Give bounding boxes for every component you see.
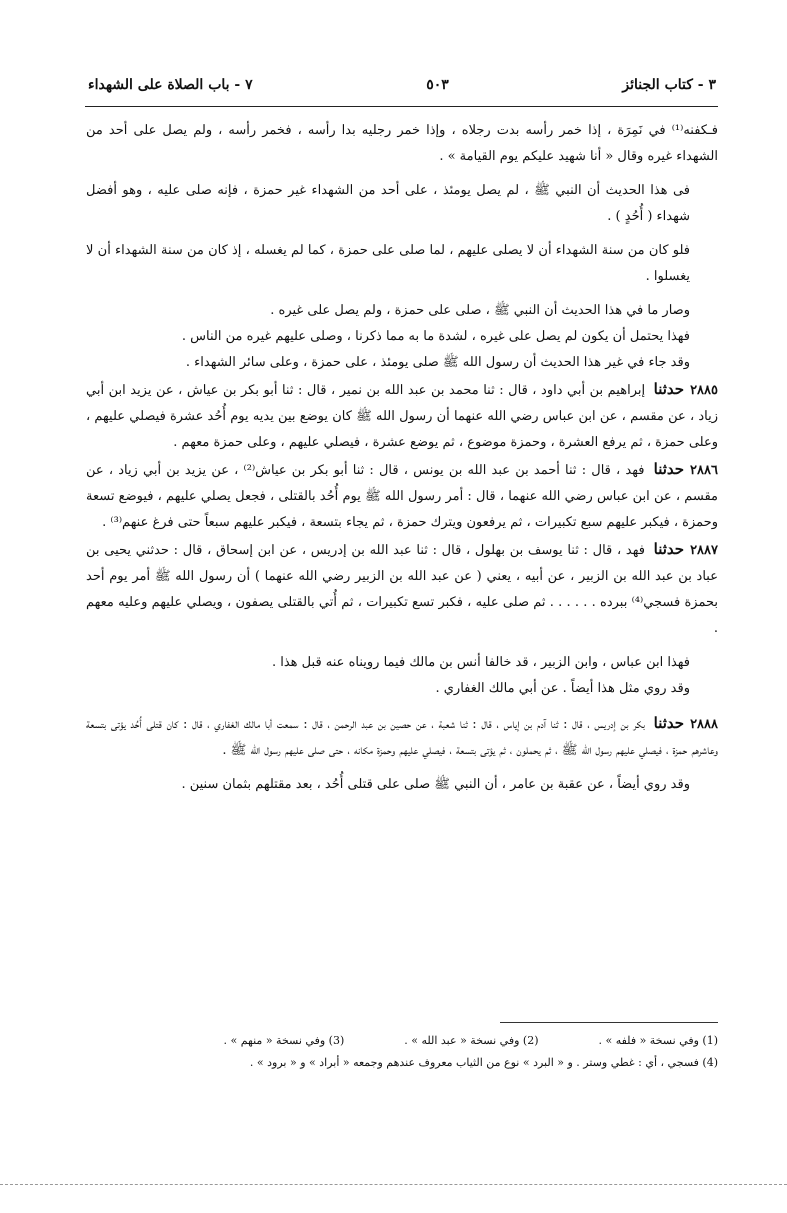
hadith-opener: حدثنا	[653, 460, 685, 478]
header-rule	[85, 106, 718, 107]
paragraph: فلو كان من سنة الشهداء أن لا يصلى عليهم ، لما صلى على حمزة ، كما لم يغسله ، إذ كان من سنة الشهداء أن لا يغسلوا .	[86, 243, 690, 284]
paragraph: وقد جاء في غير هذا الحديث أن رسول الله ﷺ صلى يومئذ ، على حمزة ، وعلى سائر الشهداء .	[185, 355, 690, 370]
footnote-2: (2) وفي نسخة « عبد الله » .	[404, 1034, 539, 1047]
hadith-text: إبراهيم بن أبي داود ، قال : ثنا محمد بن عبد الله بن نمير ، قال : ثنا أبو بكر بن عياش ، عن يزيد ابن أبي زياد ، عن مقسم ، عن ابن عباس رضي الله عنهما أن رسول الله ﷺ كان يوضع بين يديه يوم أُحُد عشرة فيصلي عليهم ، وعلى حمزة ، ثم يرفع العشرة ، وحمزة موضوع ، ثم يوضع عشرة ، فيصلي عليهم ، وعلى حمزة معهم .	[86, 383, 718, 450]
hadith-text: فهد ، قال : ثنا أحمد بن عبد الله بن يونس ، قال : ثنا أبو بكر بن عياش⁽²⁾ ، عن يزيد بن أبي زياد ، عن مقسم ، عن ابن عباس رضي الله عنهما ، قال : أمر رسول الله ﷺ يوم أُحُد بالقتلى ، فجعل يصلي عليهم ، فيوضع تسعة وحمزة ، فيكبر عليهم سبع تكبيرات ، ثم يرفعون ويترك حمزة ، ثم يجاء بتسعة ، فيكبر عليهم سبعاً حتى فرغ عنهم⁽³⁾ .	[86, 463, 718, 530]
paragraph: فى هذا الحديث أن النبي ﷺ ، لم يصل يومئذ ، على أحد من الشهداء غير حمزة ، فإنه صلى عليه ، وهو أفضل شهداء ( أُحُدٍ ) .	[86, 183, 690, 224]
hadith-number: ٢٨٨٥	[690, 383, 718, 398]
footnote-4: (4) فسجي ، أي : غطي وستر . و « البرد » نوع من الثياب معروف عندهم وجمعه « أبراد » و « برود » .	[249, 1056, 718, 1069]
footnote-rule	[500, 1022, 718, 1023]
paragraph: فـكفنه⁽¹⁾ في نَمِرَة ، إذا خمر رأسه بدت رجلاه ، وإذا خمر رجليه بدا رأسه ، فخمر رأسه ، ولم يصل على أحد من الشهداء غيره وقال « أنا شهيد عليكم يوم القيامة » .	[86, 123, 718, 164]
main-text	[86, 118, 718, 798]
hadith-2886	[86, 456, 718, 536]
header-book-title: ٣ - كتاب الجنائز	[622, 77, 716, 93]
hadith-2888	[86, 710, 718, 764]
paragraph: فهذا ابن عباس ، وابن الزبير ، قد خالفا أنس بن مالك فيما رويناه عنه قبل هذا .	[271, 655, 690, 670]
hadith-text: بكر بن إدريس ، قال : ثنا آدم بن إياس ، قال : ثنا شعبة ، عن حصين بن عبد الرحمن ، قال : سمعت أبا مالك الغفاري ، قال : كان قتلى أُحُد يؤتى بتسعة وعاشرهم حمزة ، فيصلي عليهم رسول الله ﷺ ، ثم يحملون ، ثم يؤتى بتسعة ، فيصلي عليهم وحمزة مكانه ، حتى صلى عليهم رسول الله ﷺ .	[86, 717, 718, 758]
hadith-2887	[86, 536, 718, 642]
hadith-opener: حدثنا	[653, 540, 685, 558]
hadith-number: ٢٨٨٧	[690, 543, 718, 558]
hadith-opener: حدثنا	[653, 380, 685, 398]
footnote-1: (1) وفي نسخة « فلفه » .	[598, 1034, 718, 1047]
hadith-text: فهد ، قال : ثنا يوسف بن بهلول ، قال : ثنا عبد الله بن إدريس ، عن ابن إسحاق ، قال : حدثني يحيى بن عباد بن عبد الله بن الزبير ، عن أبيه ، يعني ( عن عبد الله بن الزبير رضي الله عنهما ) أن رسول الله ﷺ أمر يوم أحد بحمزة فسجي⁽⁴⁾ ببرده . . . . . . ثم صلى عليه ، فكبر تسع تكبيرات ، ثم أُتي بالقتلى يصفون ، ويصلي عليهم وعليه معهم .	[86, 543, 719, 636]
paragraph: وقد روي مثل هذا أيضاً . عن أبي مالك الغفاري .	[435, 681, 690, 696]
hadith-opener: حدثنا	[653, 714, 685, 732]
paragraph: وصار ما في هذا الحديث أن النبي ﷺ ، صلى على حمزة ، ولم يصل على غيره .	[270, 303, 690, 318]
footnote-row	[120, 1030, 718, 1052]
running-header	[88, 74, 716, 96]
hadith-number: ٢٨٨٨	[690, 717, 718, 732]
hadith-number: ٢٨٨٦	[690, 463, 718, 478]
paragraph: فهذا يحتمل أن يكون لم يصل على غيره ، لشدة ما به مما ذكرنا ، وصلى عليهم غيره من الناس .	[181, 329, 690, 344]
footnote-3: (3) وفي نسخة « منهم » .	[223, 1034, 345, 1047]
page-number: ٥٠٣	[426, 77, 449, 93]
footnotes	[120, 1030, 718, 1074]
closing-paragraph: وقد روي أيضاً ، عن عقبة بن عامر ، أن النبي ﷺ صلى على قتلى أُحُد ، بعد مقتلهم بثمان سنين .	[181, 777, 690, 792]
header-chapter-title: ٧ - باب الصلاة على الشهداء	[88, 77, 253, 93]
hadith-2885	[86, 376, 718, 456]
scan-edge-line	[0, 1184, 787, 1185]
